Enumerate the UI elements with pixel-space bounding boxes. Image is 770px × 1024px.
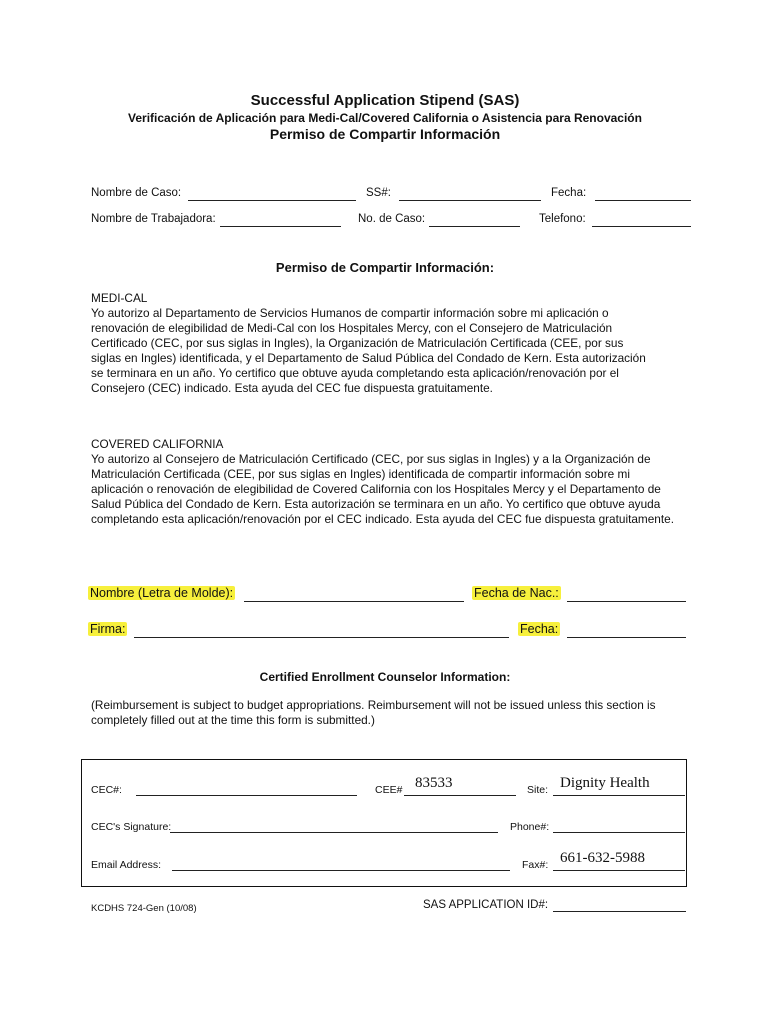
nombre-molde-label: Nombre (Letra de Molde):: [90, 586, 234, 600]
email-label: Email Address:: [91, 859, 162, 871]
medical-title: MEDI-CAL: [91, 291, 148, 305]
form-subtitle-2: Permiso de Compartir Información: [269, 126, 501, 142]
fax-value: 661-632-5988: [560, 850, 645, 866]
fecha-field[interactable]: [595, 200, 691, 201]
cec-signature-field[interactable]: [170, 832, 498, 833]
nombre-molde-field[interactable]: [244, 601, 464, 602]
telefono-label: Telefono:: [539, 213, 586, 225]
cee-number-value: 83533: [415, 775, 453, 791]
form-id: KCDHS 724-Gen (10/08): [91, 903, 197, 914]
covered-section: [91, 437, 691, 527]
phone-label: Phone#:: [510, 821, 550, 833]
firma-label: Firma:: [90, 622, 126, 636]
nombre-caso-field[interactable]: [188, 200, 356, 201]
no-caso-label: No. de Caso:: [358, 213, 426, 225]
nombre-trabajadora-field[interactable]: [220, 226, 341, 227]
ss-field[interactable]: [399, 200, 541, 201]
sas-id-label: SAS APPLICATION ID#:: [423, 899, 549, 911]
form-subtitle: Verificación de Aplicación para Medi-Cal/Covered California o Asistencia para Renovación: [128, 111, 642, 125]
cec-note: (Reimbursement is subject to budget appropriations. Reimbursement will not be issued unless this section is completely filled out at the time this form is submitted.): [91, 698, 656, 727]
fax-field[interactable]: [553, 870, 685, 871]
cee-number-label: CEE#: [375, 784, 403, 796]
no-caso-field[interactable]: [429, 226, 520, 227]
phone-field[interactable]: [553, 832, 685, 833]
sas-id-field[interactable]: [553, 911, 686, 912]
site-field[interactable]: [553, 795, 685, 796]
medical-section: [91, 291, 691, 396]
fecha-firma-label: Fecha:: [520, 622, 559, 636]
covered-text: Yo autorizo al Consejero de Matriculación Certificado (CEC, por sus siglas in Ingles) y a la Organización de Matriculación Certificada (CEE, por sus siglas en Ingles) identificada de compartir información sobre mi aplicación o renovación de elegibilidad de Covered California con los Hospitales Mercy y el Departamento de Salud Pública del Condado de Kern. Esta autorización se terminara en un año. Yo certifico que obtuve ayuda completando esta aplicación/renovación por el CEC indicado. Esta ayuda del CEC fue dispuesta gratuitamente.: [91, 452, 674, 526]
form-title: Successful Application Stipend (SAS): [250, 92, 520, 109]
fecha-label: Fecha:: [551, 187, 587, 199]
site-value: Dignity Health: [560, 775, 650, 791]
ss-label: SS#:: [366, 187, 391, 199]
medical-text: Yo autorizo al Departamento de Servicios Humanos de compartir información sobre mi aplicación o renovación de elegibilidad de Medi-Cal con los Hospitales Mercy, con el Consejero de Matriculación Certificado (CEC, por sus siglas in Ingles), la Organización de Matriculación Certificada (CEE, por sus siglas en Ingles) identificada, y el Departamento de Salud Pública del Condado de Kern. Esta autorización se terminara en un año. Yo certifico que obtuve ayuda completando esta aplicación/renovación por el Consejero (CEC) indicado. Esta ayuda del CEC fue dispuesta gratuitamente.: [91, 306, 646, 395]
email-field[interactable]: [172, 870, 510, 871]
fecha-nac-label: Fecha de Nac.:: [474, 586, 559, 600]
permiso-heading: Permiso de Compartir Información:: [275, 260, 495, 275]
cec-signature-label: CEC's Signature:: [91, 821, 172, 833]
cec-number-label: CEC#:: [91, 784, 122, 796]
fecha-nac-field[interactable]: [567, 601, 686, 602]
telefono-field[interactable]: [592, 226, 691, 227]
fecha-firma-field[interactable]: [567, 637, 686, 638]
nombre-trabajadora-label: Nombre de Trabajadora:: [91, 213, 216, 225]
firma-field[interactable]: [134, 637, 509, 638]
covered-title: COVERED CALIFORNIA: [91, 437, 224, 451]
cee-number-field[interactable]: [404, 795, 516, 796]
cec-number-field[interactable]: [136, 795, 357, 796]
nombre-caso-label: Nombre de Caso:: [91, 187, 182, 199]
cec-heading: Certified Enrollment Counselor Information:: [259, 670, 511, 684]
site-label: Site:: [527, 784, 549, 796]
fax-label: Fax#:: [522, 859, 549, 871]
